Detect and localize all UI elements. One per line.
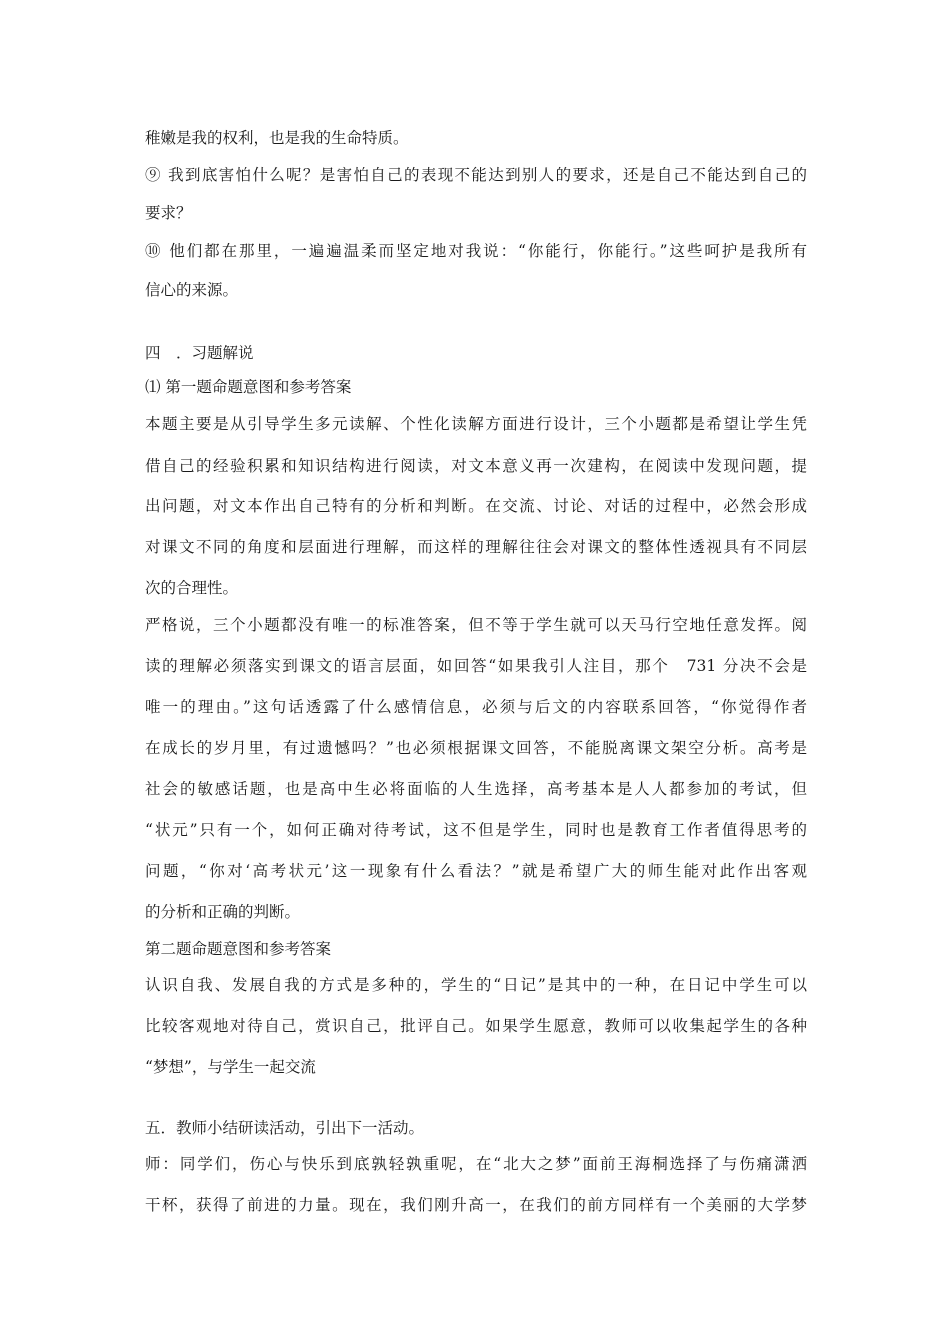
- subsection-heading: ⑴ 第一题命题意图和参考答案: [145, 378, 352, 396]
- text-line: 唯一的理由。”这句话透露了什么感情信息，必须与后文的内容联系回答，“你觉得作者: [145, 698, 807, 716]
- text-line: 稚嫩是我的权利，也是我的生命特质。: [145, 129, 409, 147]
- text-line: 对课文不同的角度和层面进行理解，而这样的理解往往会对课文的整体性透视具有不同层: [145, 538, 807, 556]
- section-heading: 五．教师小结研读活动，引出下一活动。: [145, 1119, 425, 1137]
- text-line: 次的合理性。: [145, 579, 239, 597]
- text-line: “状元”只有一个，如何正确对待考试，这不但是学生，同时也是教育工作者值得思考的: [145, 821, 807, 839]
- text-line: ⑨ 我到底害怕什么呢？是害怕自己的表现不能达到别人的要求，还是自己不能达到自己的: [145, 166, 807, 184]
- text-line: 在成长的岁月里，有过遗憾吗？”也必须根据课文回答，不能脱离课文架空分析。高考是: [145, 739, 807, 757]
- section-heading: 四 ．习题解说: [145, 344, 254, 362]
- text-line: ⑩ 他们都在那里，一遍遍温柔而坚定地对我说：“你能行，你能行。”这些呵护是我所有: [145, 242, 807, 260]
- text-line: 信心的来源。: [145, 281, 239, 299]
- text-line: 师：同学们，伤心与快乐到底孰轻孰重呢，在“北大之梦”面前王海桐选择了与伤痛潇洒: [145, 1155, 807, 1173]
- text-line: 出问题，对文本作出自己特有的分析和判断。在交流、讨论、对话的过程中，必然会形成: [145, 497, 807, 515]
- text-line: 严格说，三个小题都没有唯一的标准答案，但不等于学生就可以天马行空地任意发挥。阅: [145, 616, 807, 634]
- text-line: 问题，“你对‘高考状元’这一现象有什么看法？”就是希望广大的师生能对此作出客观: [145, 862, 807, 880]
- text-line: 认识自我、发展自我的方式是多种的，学生的“日记”是其中的一种，在日记中学生可以: [145, 976, 807, 994]
- text-line: “梦想”，与学生一起交流: [145, 1058, 316, 1076]
- text-line: 本题主要是从引导学生多元读解、个性化读解方面进行设计，三个小题都是希望让学生凭: [145, 415, 807, 433]
- text-line: 借自己的经验积累和知识结构进行阅读，对文本意义再一次建构，在阅读中发现问题，提: [145, 457, 807, 475]
- text-line: 社会的敏感话题，也是高中生必将面临的人生选择，高考基本是人人都参加的考试，但: [145, 780, 807, 798]
- text-line: 读的理解必须落实到课文的语言层面，如回答“如果我引人注目，那个 731 分决不会是: [145, 657, 807, 675]
- subsection-heading: 第二题命题意图和参考答案: [145, 940, 332, 958]
- text-line: 的分析和正确的判断。: [145, 903, 301, 921]
- text-line: 要求？: [145, 204, 192, 222]
- text-line: 干杯，获得了前进的力量。现在，我们刚升高一，在我们的前方同样有一个美丽的大学梦: [145, 1196, 807, 1214]
- text-line: 比较客观地对待自己，赏识自己，批评自己。如果学生愿意，教师可以收集起学生的各种: [145, 1017, 807, 1035]
